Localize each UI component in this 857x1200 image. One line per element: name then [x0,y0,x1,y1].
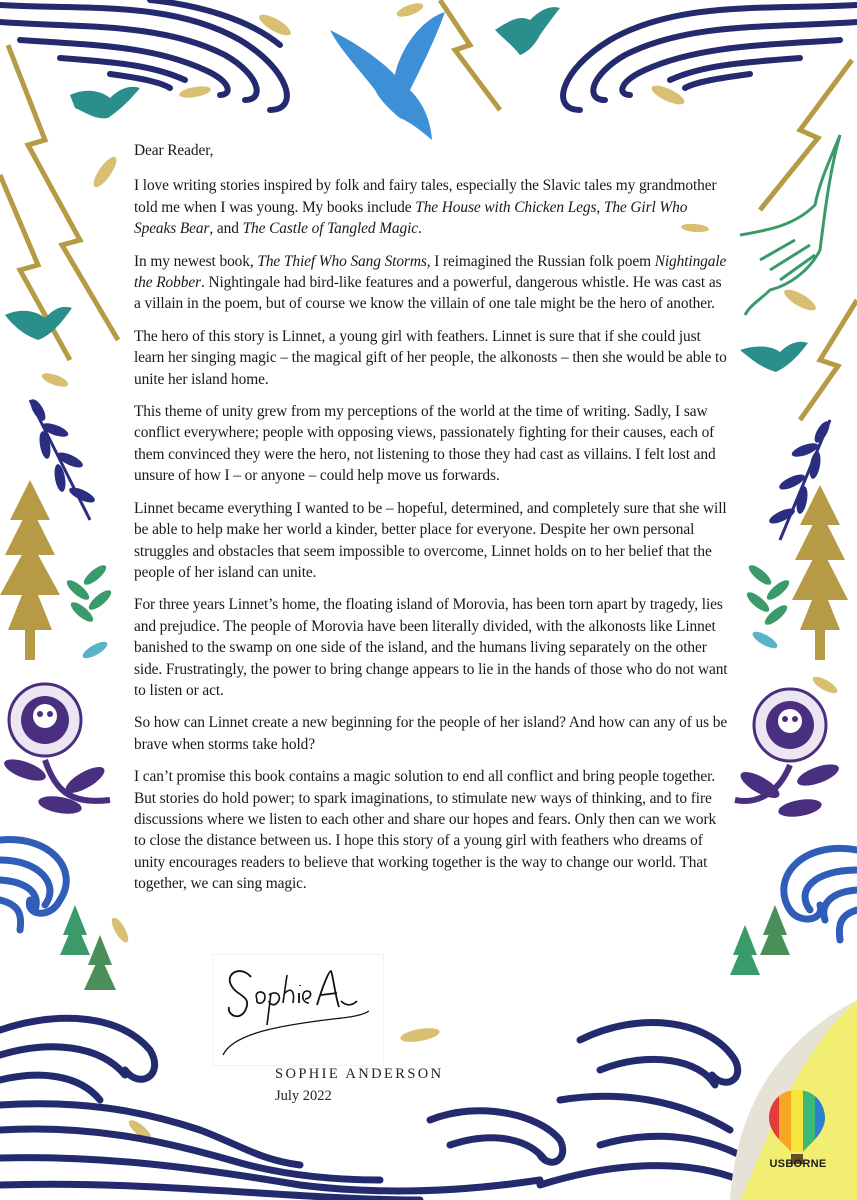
paragraph-4: This theme of unity grew from my perceptions of the world at the time of writing. Sadly, I saw conflict everywhere; people with opposing views, passionately fighting for their causes, each of them convinced they were the hero, not listening to those they had cast as villains. I felt lost and unsure of how I – or anyone – could help move us forwards. [134,403,716,485]
paragraph-2 [134,251,730,315]
text-run: In my newest book, [134,252,258,270]
text-run: I love writing stories inspired by folk and fairy tales, especially the Slavic tales my grandmother told me when I was young. My books include [134,177,717,216]
paragraph-3: The hero of this story is Linnet, a young girl with feathers. Linnet is sure that if she could just learn her singing magic – the magical gift of her people, the alkonosts – then she would be able to unite her island home. [134,327,727,388]
book-title: The Castle of Tangled Magic [242,220,419,238]
paragraph-7: So how can Linnet create a new beginning for the people of her island? And how can any of us be brave when storms take hold? [134,714,728,753]
paragraph-8: I can’t promise this book contains a magic solution to end all conflict and bring people together. But stories do hold power; to spark imaginations, to stimulate new ways of thinking, and to fire discussions where we listen to each other and share our hopes and fears. Only then can we work to close the distance between us. I hope this story of a young girl with feathers who dreams of unity encourages readers to believe that working together is the way to change our world. That together, we can sing magic. [134,768,717,893]
book-title: The Girl Who Speaks Bear [134,198,688,238]
left-skull-flower [2,684,110,817]
top-right-wave-swirl [563,5,857,110]
teal-bird-left-middle-icon [5,307,72,340]
paragraph-1 [134,175,730,239]
stripe-blue [815,1088,829,1158]
top-left-wave-swirl [0,0,287,110]
balloon-stripes [765,1088,829,1158]
text-run: , and [209,220,243,238]
left-small-trees [60,905,116,990]
right-skull-flower [735,689,841,820]
handwritten-signature [213,955,383,1065]
text-run: , [596,198,604,216]
stripe-orange [779,1088,791,1158]
text-run: . Nightingale had bird-like features and a powerful, dangerous whistle. He was cast as a villain in the poem, but of course we know the villain of one tale might be the hero of another. [134,274,722,313]
book-title: The House with Chicken Legs [415,198,597,216]
right-green-leaves [744,562,792,651]
letter-greeting: Dear Reader, [134,142,214,159]
right-wave [784,848,857,940]
text-run: . [418,220,422,238]
author-name: SOPHIE ANDERSON [275,1066,444,1082]
teal-bird-top-right-icon [495,7,560,55]
book-title: Nightingale the Robber [134,252,727,292]
right-small-trees [730,905,790,975]
usborne-balloon-logo [765,1088,829,1168]
stripe-red [765,1088,779,1158]
blue-bird-top-center-icon [330,12,445,140]
text-run: , I reimagined the Russian folk poem [426,252,655,270]
teal-bird-right-middle-icon [740,342,808,372]
left-green-leaves [64,562,114,661]
stripe-green [803,1088,815,1158]
green-bird-right-icon [740,135,840,315]
paragraph-6: For three years Linnet’s home, the floating island of Morovia, has been torn apart by tragedy, lies and prejudice. The people of Morovia have been literally divided, with the alkonosts like Linnet banished to the swamp on one side of the island, and the humans living separately on the other side. Frustratingly, the power to bring change appears to lie in the hands of those who do not want to listen or act. [134,596,728,699]
book-title: The Thief Who Sang Storms [257,252,427,270]
paragraph-5: Linnet became everything I wanted to be – hopeful, determined, and completely sure that she will be able to help make her world a kinder, better place for everyone. Despite her own personal struggles and obstacles that seem impossible to overcome, Linnet holds on to her belief that the people of her island can unite. [134,499,727,581]
left-wave [0,840,66,930]
stripe-yellow [791,1088,803,1158]
left-gold-tree [0,480,60,660]
letter-date: July 2022 [275,1088,332,1104]
letter-body [134,140,730,906]
publisher-name: USBORNE [769,1158,827,1170]
teal-bird-top-left-icon [70,87,140,118]
signature-scribble [213,955,383,1065]
